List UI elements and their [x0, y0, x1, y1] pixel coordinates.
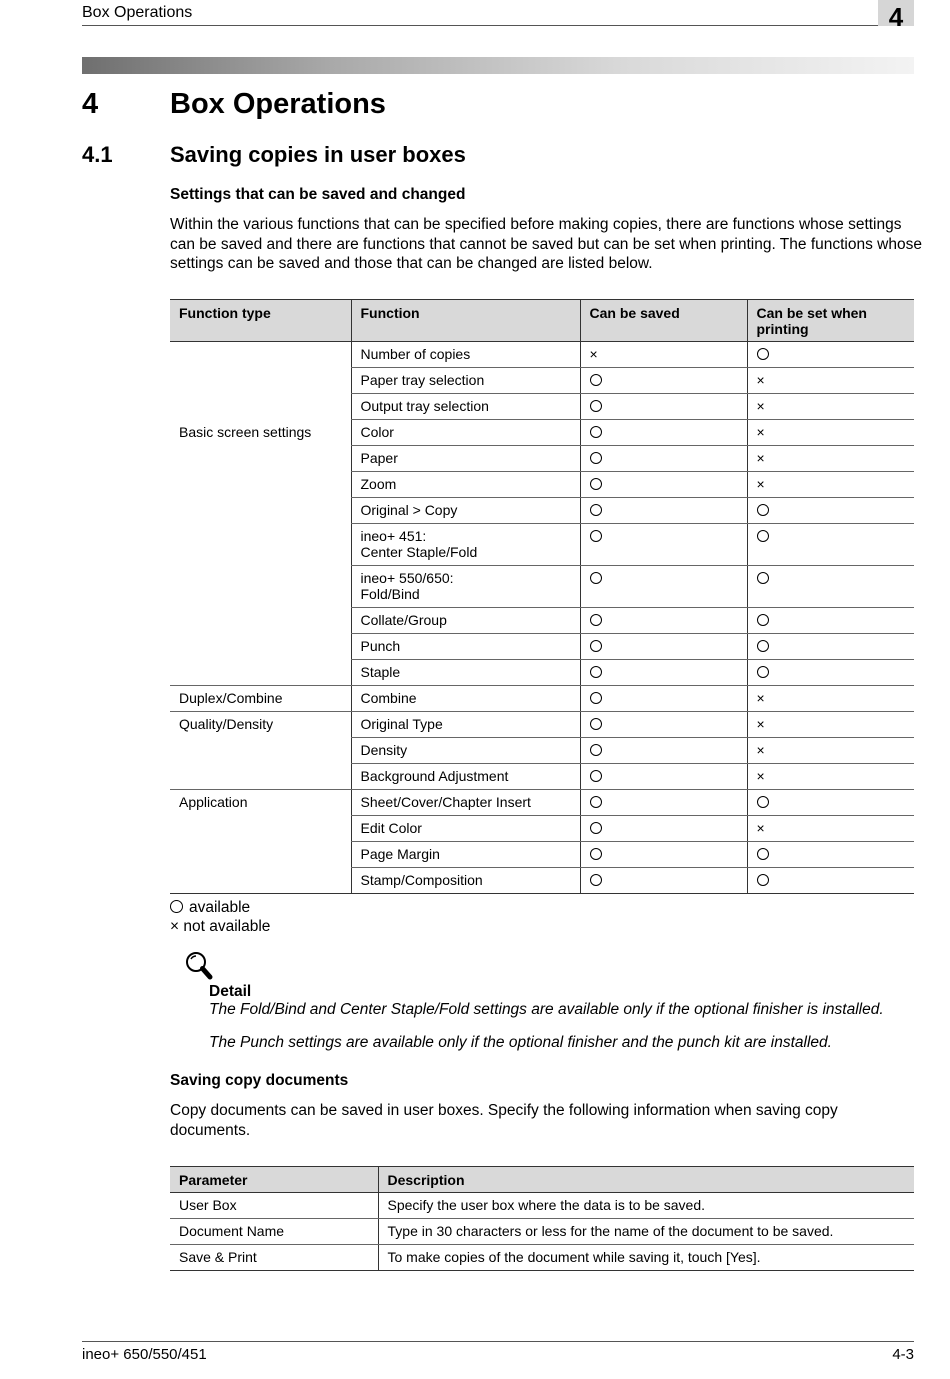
function-cell: Output tray selection [351, 394, 580, 420]
function-type-cell: Application [179, 794, 248, 810]
function-type-cell [170, 738, 351, 764]
available-cell [580, 816, 747, 842]
column-header: Function type [170, 300, 351, 342]
magnifier-icon [184, 950, 214, 982]
function-cell: Page Margin [351, 842, 580, 868]
table-header-row [170, 300, 914, 342]
cross-mark: × [756, 372, 765, 388]
available-cell [580, 634, 747, 660]
function-cell: Paper tray selection [351, 368, 580, 394]
function-type-cell [170, 608, 351, 634]
running-header-title: Box Operations [82, 4, 193, 21]
function-cell: Staple [351, 660, 580, 686]
circle-icon [590, 848, 602, 860]
circle-icon [757, 640, 769, 652]
circle-icon [590, 822, 602, 834]
legend [170, 898, 270, 936]
intro-paragraph [170, 215, 930, 274]
cross-mark: × [756, 476, 765, 492]
circle-icon [757, 614, 769, 626]
section-title: Saving copies in user boxes [170, 142, 466, 167]
available-cell [747, 524, 914, 566]
circle-icon [590, 874, 602, 886]
function-type-cell [170, 446, 351, 472]
available-cell [580, 472, 747, 498]
table-row [170, 868, 914, 894]
table-row [170, 394, 914, 420]
function-cell: Collate/Group [351, 608, 580, 634]
function-type-cell [170, 472, 351, 498]
circle-icon [590, 744, 602, 756]
not-available-cell [747, 816, 914, 842]
column-header: Description [378, 1167, 914, 1193]
available-cell [747, 842, 914, 868]
function-type-cell [170, 524, 351, 566]
function-cell: Density [351, 738, 580, 764]
table-row [170, 472, 914, 498]
circle-icon [590, 478, 602, 490]
circle-icon [590, 400, 602, 412]
table-row [170, 1219, 914, 1245]
header-rule [82, 25, 878, 26]
intro-line: can be saved and there are functions that cannot be saved but can be set when printing. The functions whose [170, 235, 922, 253]
available-cell [747, 608, 914, 634]
cross-mark: × [589, 346, 598, 362]
cross-mark: × [756, 450, 765, 466]
not-available-cell [747, 394, 914, 420]
table-row [170, 498, 914, 524]
function-cell: Original Type [351, 712, 580, 738]
available-cell [580, 712, 747, 738]
circle-icon [590, 796, 602, 808]
table-row [170, 790, 914, 816]
available-cell [747, 566, 914, 608]
saving-heading: Saving copy documents [170, 1072, 349, 1089]
circle-icon [757, 348, 769, 360]
function-cell: Stamp/Composition [351, 868, 580, 894]
available-cell [580, 524, 747, 566]
not-available-cell [747, 472, 914, 498]
column-header: Function [351, 300, 580, 342]
available-cell [747, 790, 914, 816]
description-cell: Specify the user box where the data is to be saved. [378, 1193, 914, 1219]
function-type-cell: Basic screen settings [179, 423, 312, 440]
footer-page-number: 4-3 [892, 1346, 914, 1363]
function-type-cell [170, 498, 351, 524]
legend-available: available [170, 898, 270, 917]
function-cell: Sheet/Cover/Chapter Insert [351, 790, 580, 816]
circle-icon [590, 572, 602, 584]
footer-model: ineo+ 650/550/451 [82, 1346, 207, 1363]
table-row [170, 686, 914, 712]
detail-note: The Punch settings are available only if the optional finisher and the punch kit are installed. [209, 1034, 832, 1051]
function-cell: ineo+ 550/650: Fold/Bind [351, 566, 580, 608]
circle-icon [757, 848, 769, 860]
intro-line: settings can be saved and those that can be changed are listed below. [170, 255, 653, 272]
available-cell [580, 764, 747, 790]
footer-rule [82, 1341, 914, 1342]
section-number: 4.1 [82, 142, 113, 167]
table-row [170, 368, 914, 394]
available-cell [580, 686, 747, 712]
function-type-cell [170, 868, 351, 894]
table-row [170, 1193, 914, 1219]
circle-icon [757, 796, 769, 808]
available-cell [747, 868, 914, 894]
description-cell: Type in 30 characters or less for the name of the document to be saved. [378, 1219, 914, 1245]
function-type-cell: Duplex/Combine [170, 686, 351, 712]
function-type-cell [170, 634, 351, 660]
parameter-cell: Save & Print [170, 1245, 378, 1271]
table-header-row [170, 1167, 914, 1193]
circle-icon [757, 530, 769, 542]
function-cell: Zoom [351, 472, 580, 498]
saving-paragraph [170, 1101, 930, 1140]
available-cell [580, 368, 747, 394]
settings-heading: Settings that can be saved and changed [170, 186, 466, 203]
function-type-cell [170, 842, 351, 868]
column-header: Parameter [170, 1167, 378, 1193]
function-type-cell [170, 342, 351, 368]
not-available-cell [747, 764, 914, 790]
cross-mark: × [170, 918, 180, 935]
table-row [170, 712, 914, 738]
available-cell [580, 842, 747, 868]
function-cell: Original > Copy [351, 498, 580, 524]
table-row [170, 608, 914, 634]
circle-icon [757, 874, 769, 886]
available-cell [580, 394, 747, 420]
cross-mark: × [756, 398, 765, 414]
cross-mark: × [756, 716, 765, 732]
not-available-cell [747, 738, 914, 764]
not-available-cell [747, 368, 914, 394]
table-row [170, 660, 914, 686]
function-cell: Color [351, 420, 580, 446]
circle-icon [757, 666, 769, 678]
saving-line: documents. [170, 1121, 251, 1139]
column-header: Can be saved [580, 300, 747, 342]
available-cell [580, 660, 747, 686]
available-cell [747, 498, 914, 524]
cross-mark: × [756, 424, 765, 440]
table-row [170, 566, 914, 608]
available-cell [747, 634, 914, 660]
available-cell [580, 738, 747, 764]
available-cell [747, 660, 914, 686]
cross-mark: × [756, 690, 765, 706]
circle-icon [590, 640, 602, 652]
function-cell: Number of copies [351, 342, 580, 368]
chapter-title: Box Operations [170, 88, 386, 120]
table-row [170, 1245, 914, 1271]
available-cell [580, 566, 747, 608]
legend-not-available: × not available [170, 918, 271, 935]
circle-icon [590, 770, 602, 782]
not-available-cell [580, 342, 747, 368]
parameter-cell: User Box [170, 1193, 378, 1219]
circle-icon [170, 900, 183, 913]
table-row [170, 764, 914, 790]
function-cell: Punch [351, 634, 580, 660]
parameters-table [170, 1166, 914, 1271]
cross-mark: × [756, 768, 765, 784]
functions-table [170, 299, 914, 894]
not-available-cell [747, 420, 914, 446]
function-cell: Background Adjustment [351, 764, 580, 790]
function-cell: ineo+ 451: Center Staple/Fold [351, 524, 580, 566]
circle-icon [757, 504, 769, 516]
table-row [170, 420, 914, 446]
column-header: Can be set when printing [747, 300, 914, 342]
table-row [170, 446, 914, 472]
circle-icon [590, 452, 602, 464]
function-type-cell [170, 394, 351, 420]
circle-icon [590, 666, 602, 678]
table-row [170, 524, 914, 566]
function-cell: Edit Color [351, 816, 580, 842]
chapter-tab-number: 4 [888, 2, 904, 32]
available-cell [580, 608, 747, 634]
circle-icon [590, 718, 602, 730]
circle-icon [590, 504, 602, 516]
detail-note: The Fold/Bind and Center Staple/Fold settings are available only if the optional finisher is installed. [209, 1001, 884, 1018]
saving-line: Copy documents can be saved in user boxes. Specify the following information when saving copy [170, 1102, 838, 1119]
available-cell [580, 498, 747, 524]
table-row [170, 816, 914, 842]
function-cell: Paper [351, 446, 580, 472]
description-cell: To make copies of the document while saving it, touch [Yes]. [378, 1245, 914, 1271]
function-type-cell [170, 566, 351, 608]
function-type-cell [170, 368, 351, 394]
function-type-cell [170, 764, 351, 790]
available-cell [580, 868, 747, 894]
chapter-number: 4 [82, 88, 99, 120]
circle-icon [590, 426, 602, 438]
circle-icon [590, 530, 602, 542]
parameter-cell: Document Name [170, 1219, 378, 1245]
function-cell: Combine [351, 686, 580, 712]
circle-icon [590, 692, 602, 704]
table-row [170, 842, 914, 868]
table-row [170, 342, 914, 368]
available-cell [580, 790, 747, 816]
function-type-cell: Quality/Density [179, 716, 274, 732]
available-cell [580, 420, 747, 446]
not-available-cell [747, 686, 914, 712]
available-cell [580, 446, 747, 472]
available-cell [747, 342, 914, 368]
not-available-cell [747, 712, 914, 738]
detail-label: Detail [209, 983, 252, 1000]
intro-line: Within the various functions that can be specified before making copies, there are functions whose settings [170, 216, 902, 233]
chapter-gradient-band [82, 57, 914, 74]
circle-icon [757, 572, 769, 584]
cross-mark: × [756, 820, 765, 836]
function-type-cell [170, 660, 351, 686]
function-type-cell [170, 816, 351, 842]
circle-icon [590, 614, 602, 626]
table-row [170, 738, 914, 764]
circle-icon [590, 374, 602, 386]
not-available-cell [747, 446, 914, 472]
table-row [170, 634, 914, 660]
cross-mark: × [756, 742, 765, 758]
